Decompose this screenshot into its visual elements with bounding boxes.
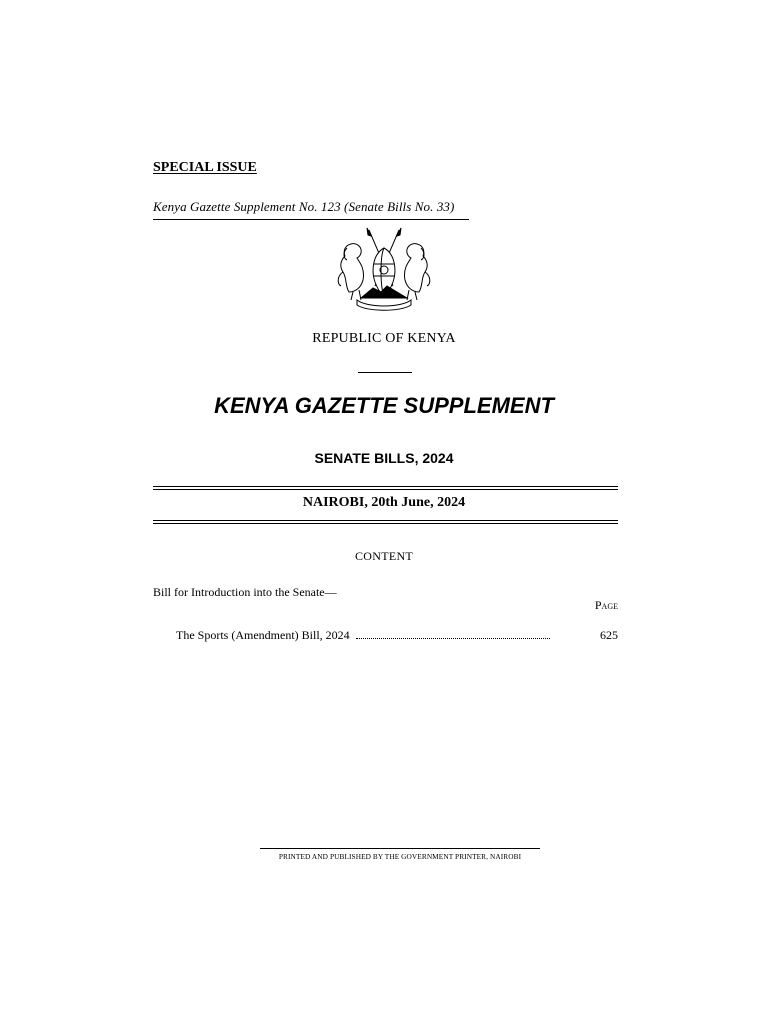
- gazette-subtitle: SENATE BILLS, 2024: [314, 450, 454, 466]
- dot-leader: [356, 629, 550, 639]
- supplement-divider: [153, 219, 469, 220]
- double-rule-bottom: [153, 520, 618, 524]
- kenya-coat-of-arms-icon: [331, 226, 437, 312]
- footer-divider: [260, 848, 540, 849]
- entry-title: The Sports (Amendment) Bill, 2024: [176, 628, 350, 642]
- gazette-title: KENYA GAZETTE SUPPLEMENT: [214, 393, 554, 418]
- issue-date: NAIROBI, 20th June, 2024: [302, 495, 466, 510]
- page-column-heading: Page: [594, 598, 618, 612]
- printer-imprint: PRINTED AND PUBLISHED BY THE GOVERNMENT PRINTER, NAIROBI: [278, 852, 522, 861]
- list-item: [176, 628, 618, 643]
- contents-intro: Bill for Introduction into the Senate—: [153, 585, 337, 599]
- supplement-reference: Kenya Gazette Supplement No. 123 (Senate Bills No. 33): [153, 199, 455, 214]
- short-divider: [358, 372, 412, 373]
- double-rule-top: [153, 486, 618, 490]
- special-issue-heading: SPECIAL ISSUE: [153, 160, 257, 175]
- entry-page-number: 625: [600, 628, 618, 642]
- contents-heading: CONTENT: [354, 549, 414, 563]
- republic-heading: REPUBLIC OF KENYA: [312, 331, 456, 346]
